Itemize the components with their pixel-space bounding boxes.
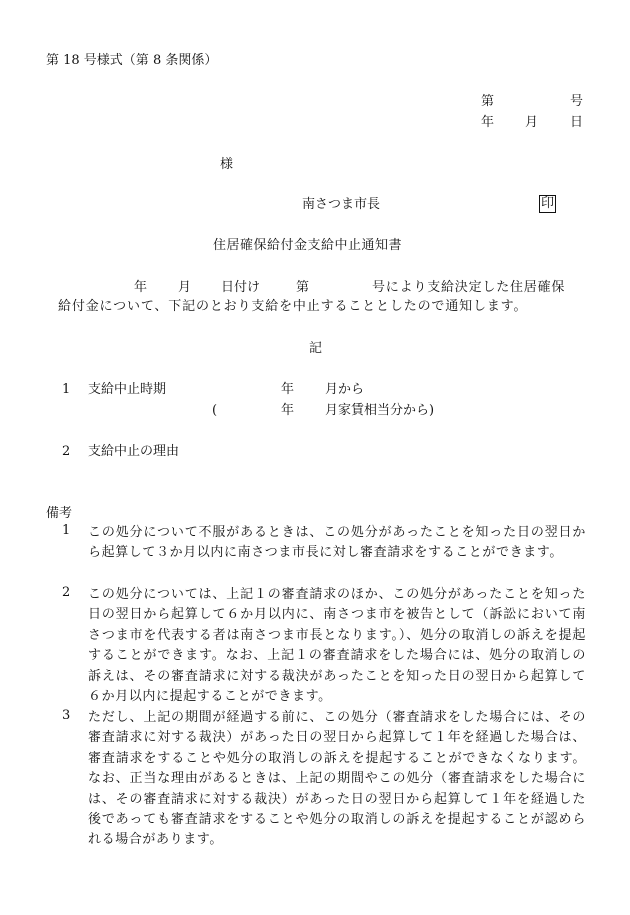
intro-line2: 給付金について、下記のとおり支給を中止することとしたので通知します。 xyxy=(58,299,528,314)
note-2 xyxy=(62,585,586,707)
date-year: 年 xyxy=(481,115,495,130)
note-3-number: 3 xyxy=(62,708,71,723)
form-number: 第 18 号様式（第 8 条関係） xyxy=(46,53,218,68)
item-2-number: 2 xyxy=(62,444,71,459)
intro-line1-tail: 号により支給決定した住居確保 xyxy=(372,280,566,295)
issuer-name: 南さつま市長 xyxy=(302,197,381,212)
item-2-label: 支給中止の理由 xyxy=(88,444,180,459)
note-2-text: この処分については、上記１の審査請求のほか、この処分があったことを知った日の翌日から起算して６か月以内に、南さつま市を被告として（訴訟において南さつま市を代表する者は南さつま市長となります。）、処分の取消しの訴えを提起することができます。なお、上記１の審査請求をした場合には、処分の取消しの訴えは、その審査請求に対する裁決があったことを知った日の翌日から起算して６か月以内に提起することができます。 xyxy=(88,587,586,705)
intro-date-suffix: 日付け xyxy=(221,280,261,295)
document-title: 住居確保給付金支給中止通知書 xyxy=(213,238,403,253)
seal-label: 印 xyxy=(541,196,555,211)
doc-number-prefix: 第 xyxy=(481,94,495,109)
ki-heading: 記 xyxy=(309,341,323,356)
intro-month: 月 xyxy=(178,280,192,295)
note-2-number: 2 xyxy=(62,585,71,600)
item-1-label: 支給中止時期 xyxy=(88,382,167,397)
item-1-number: 1 xyxy=(62,382,71,397)
note-1 xyxy=(62,523,586,564)
note-3-text: ただし、上記の期間が経過する前に、この処分（審査請求をした場合には、その審査請求に対する裁決）があった日の翌日から起算して１年を経過した場合は、審査請求をすることや処分の取消しの訴えを提起することができなくなります。なお、正当な理由があるときは、上記の期間やこの処分（審査請求をした場合には、その審査請求に対する裁決）があった日の翌日から起算して１年を経過した後であっても審査請求をすることや処分の取消しの訴えを提起することが認められる場合があります。 xyxy=(88,710,586,848)
notes-heading: 備考 xyxy=(46,506,73,521)
addressee-suffix: 様 xyxy=(220,157,234,172)
item-1-month-from: 月から xyxy=(325,382,365,397)
date-month: 月 xyxy=(525,115,539,130)
intro-number-prefix: 第 xyxy=(296,280,310,295)
seal-mark xyxy=(539,195,556,213)
item-1-paren-rest: 月家賃相当分から) xyxy=(325,403,435,418)
note-1-text: この処分について不服があるときは、この処分があったことを知った日の翌日から起算して３か月以内に南さつま市長に対し審査請求をすることができます。 xyxy=(88,525,586,561)
item-1-paren-open: ( xyxy=(212,403,218,418)
item-1-paren-year: 年 xyxy=(281,403,295,418)
item-1-year: 年 xyxy=(281,382,295,397)
intro-year: 年 xyxy=(134,280,148,295)
note-1-number: 1 xyxy=(62,523,71,538)
note-3 xyxy=(62,708,586,851)
date-day: 日 xyxy=(570,115,584,130)
doc-number-suffix: 号 xyxy=(570,94,584,109)
